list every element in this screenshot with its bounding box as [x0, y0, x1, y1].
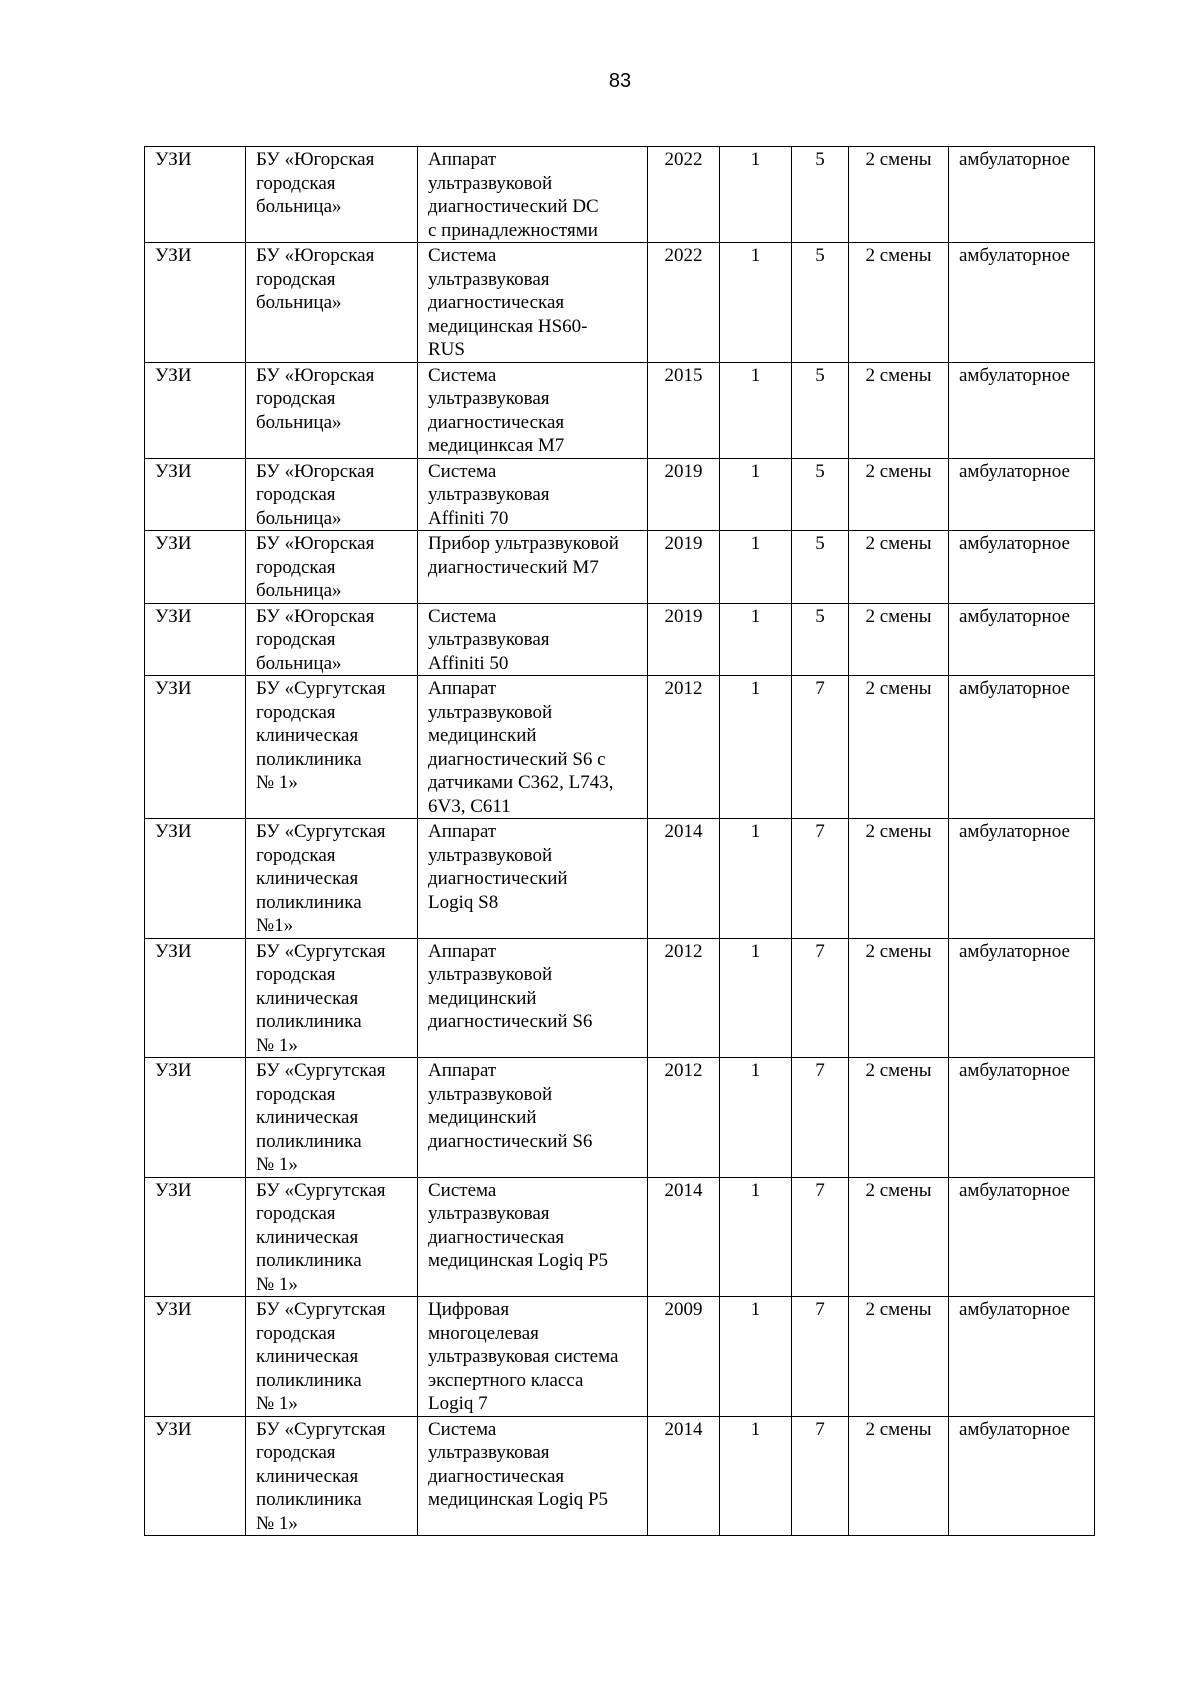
cell-year: 2019: [648, 458, 720, 531]
cell-study-type: УЗИ: [145, 362, 246, 458]
cell-days: 5: [792, 603, 849, 676]
cell-quantity: 1: [720, 147, 792, 243]
cell-device-line: диагностическая: [428, 411, 565, 433]
cell-device-line: Система: [428, 460, 497, 482]
cell-organization-line: № 1»: [256, 1034, 298, 1056]
cell-device-line: Logiq 7: [428, 1393, 488, 1414]
cell-device-line: ультразвуковой: [428, 844, 553, 866]
cell-organization-line: клиническая: [256, 987, 359, 1009]
cell-device-line: Logiq S8: [428, 891, 499, 913]
cell-organization: [246, 938, 418, 1058]
cell-organization-line: городская: [256, 1442, 336, 1463]
cell-device-line: диагностический M7: [428, 556, 599, 578]
cell-year: 2014: [648, 1416, 720, 1536]
cell-device: [418, 531, 648, 604]
page-number: 83: [608, 70, 632, 92]
cell-device: [418, 676, 648, 819]
table-row: [145, 1416, 1095, 1536]
cell-device-line: медицинская HS60-: [428, 315, 588, 337]
cell-organization-line: городская: [256, 1083, 336, 1105]
cell-shifts: 2 смены: [849, 603, 949, 676]
cell-organization: [246, 819, 418, 939]
cell-organization-line: больница»: [256, 652, 342, 674]
cell-device-line: Аппарат: [428, 678, 497, 699]
cell-study-type: УЗИ: [145, 1416, 246, 1536]
cell-care-type: амбулаторное: [949, 362, 1095, 458]
table-row: [145, 458, 1095, 531]
cell-quantity: 1: [720, 676, 792, 819]
cell-device-line: ультразвуковая: [428, 1442, 550, 1463]
cell-days: 7: [792, 938, 849, 1058]
cell-device-line: Система: [428, 605, 497, 627]
cell-organization-line: больница»: [256, 292, 342, 313]
cell-organization-line: БУ «Югорская: [256, 460, 375, 482]
cell-device-line: медицинский: [428, 1107, 537, 1128]
cell-organization-line: БУ «Сургутская: [256, 1179, 386, 1201]
cell-device: [418, 362, 648, 458]
cell-study-type: УЗИ: [145, 1177, 246, 1297]
cell-organization-line: БУ «Югорская: [256, 245, 375, 266]
cell-year: 2012: [648, 676, 720, 819]
equipment-table: [144, 146, 1095, 1536]
cell-shifts: 2 смены: [849, 1058, 949, 1178]
cell-shifts: 2 смены: [849, 676, 949, 819]
cell-device-line: диагностический: [428, 868, 568, 889]
cell-organization-line: БУ «Сургутская: [256, 1060, 386, 1081]
cell-device-line: диагностический S6: [428, 1130, 593, 1152]
cell-device-line: Affiniti 70: [428, 507, 509, 529]
cell-days: 7: [792, 1058, 849, 1178]
cell-device-line: RUS: [428, 339, 465, 360]
cell-days: 5: [792, 458, 849, 531]
cell-organization-line: БУ «Югорская: [256, 149, 375, 170]
cell-device-line: Affiniti 50: [428, 652, 509, 674]
cell-shifts: 2 смены: [849, 362, 949, 458]
cell-organization: [246, 1058, 418, 1178]
table-row: [145, 531, 1095, 604]
cell-organization-line: больница»: [256, 411, 342, 433]
cell-organization: [246, 458, 418, 531]
cell-organization-line: поликлиника: [256, 748, 362, 770]
cell-device-line: Аппарат: [428, 821, 497, 842]
cell-days: 5: [792, 531, 849, 604]
cell-organization-line: БУ «Сургутская: [256, 1299, 386, 1320]
cell-organization: [246, 676, 418, 819]
cell-device: [418, 1297, 648, 1417]
cell-organization: [246, 1416, 418, 1536]
cell-device-line: экспертного класса: [428, 1369, 584, 1391]
table-row: [145, 1177, 1095, 1297]
cell-device-line: Прибор ультразвуковой: [428, 533, 619, 554]
cell-days: 7: [792, 676, 849, 819]
cell-study-type: УЗИ: [145, 1297, 246, 1417]
cell-device-line: диагностическая: [428, 292, 565, 313]
cell-device-line: Аппарат: [428, 940, 497, 962]
cell-care-type: амбулаторное: [949, 147, 1095, 243]
cell-organization-line: поликлиника: [256, 1489, 362, 1510]
cell-quantity: 1: [720, 1177, 792, 1297]
cell-device-line: диагностический S6: [428, 1011, 593, 1032]
cell-device: [418, 603, 648, 676]
cell-device-line: ультразвуковая система: [428, 1346, 619, 1367]
cell-device-line: Аппарат: [428, 149, 497, 170]
table-row: [145, 243, 1095, 363]
cell-care-type: амбулаторное: [949, 1058, 1095, 1178]
cell-organization-line: поликлиника: [256, 1369, 362, 1391]
cell-device: [418, 243, 648, 363]
cell-device-line: Аппарат: [428, 1060, 497, 1081]
cell-organization-line: клиническая: [256, 1226, 359, 1248]
cell-quantity: 1: [720, 1058, 792, 1178]
cell-organization-line: БУ «Югорская: [256, 533, 375, 554]
cell-device-line: ультразвуковой: [428, 172, 553, 194]
cell-quantity: 1: [720, 362, 792, 458]
cell-organization-line: БУ «Югорская: [256, 605, 375, 627]
cell-quantity: 1: [720, 1416, 792, 1536]
cell-year: 2015: [648, 362, 720, 458]
cell-device-line: ультразвуковая: [428, 268, 550, 290]
cell-organization-line: городская: [256, 1322, 336, 1344]
cell-device-line: ультразвуковая: [428, 484, 550, 505]
cell-device: [418, 1416, 648, 1536]
cell-device-line: ультразвуковая: [428, 629, 550, 650]
cell-organization-line: № 1»: [256, 1154, 298, 1175]
cell-device: [418, 1177, 648, 1297]
cell-year: 2019: [648, 603, 720, 676]
cell-days: 5: [792, 147, 849, 243]
cell-device-line: медицинская Logiq P5: [428, 1250, 609, 1271]
cell-shifts: 2 смены: [849, 243, 949, 363]
cell-year: 2022: [648, 243, 720, 363]
cell-organization-line: больница»: [256, 507, 342, 529]
cell-device-line: диагностическая: [428, 1465, 565, 1487]
cell-device-line: с принадлежностями: [428, 219, 598, 241]
cell-organization-line: клиническая: [256, 725, 359, 746]
cell-quantity: 1: [720, 458, 792, 531]
cell-device-line: ультразвуковой: [428, 701, 553, 723]
cell-study-type: УЗИ: [145, 458, 246, 531]
cell-shifts: 2 смены: [849, 1177, 949, 1297]
cell-study-type: УЗИ: [145, 531, 246, 604]
cell-device-line: медицинксая M7: [428, 435, 565, 456]
cell-organization-line: больница»: [256, 580, 342, 601]
cell-device-line: ультразвуковая: [428, 1203, 550, 1224]
cell-organization-line: поликлиника: [256, 891, 362, 913]
cell-device-line: Система: [428, 1418, 497, 1440]
cell-organization-line: № 1»: [256, 1512, 298, 1534]
cell-quantity: 1: [720, 819, 792, 939]
cell-organization-line: № 1»: [256, 772, 298, 793]
cell-care-type: амбулаторное: [949, 676, 1095, 819]
cell-organization: [246, 531, 418, 604]
cell-care-type: амбулаторное: [949, 938, 1095, 1058]
cell-device: [418, 938, 648, 1058]
cell-organization-line: городская: [256, 484, 336, 505]
cell-organization-line: городская: [256, 964, 336, 985]
cell-study-type: УЗИ: [145, 819, 246, 939]
cell-organization-line: поликлиника: [256, 1250, 362, 1271]
cell-quantity: 1: [720, 603, 792, 676]
cell-days: 5: [792, 362, 849, 458]
cell-organization: [246, 147, 418, 243]
cell-study-type: УЗИ: [145, 147, 246, 243]
cell-organization-line: поликлиника: [256, 1130, 362, 1152]
cell-device-line: 6V3, C611: [428, 795, 511, 817]
cell-study-type: УЗИ: [145, 676, 246, 819]
cell-days: 7: [792, 1297, 849, 1417]
cell-organization: [246, 603, 418, 676]
cell-organization-line: поликлиника: [256, 1011, 362, 1032]
table-row: [145, 676, 1095, 819]
cell-shifts: 2 смены: [849, 147, 949, 243]
table-row: [145, 819, 1095, 939]
table-row: [145, 603, 1095, 676]
cell-device-line: Цифровая: [428, 1299, 510, 1320]
cell-organization-line: клиническая: [256, 868, 359, 889]
cell-device: [418, 458, 648, 531]
cell-shifts: 2 смены: [849, 1416, 949, 1536]
table-row: [145, 362, 1095, 458]
cell-care-type: амбулаторное: [949, 1297, 1095, 1417]
cell-days: 7: [792, 1177, 849, 1297]
cell-organization-line: городская: [256, 701, 336, 723]
cell-organization-line: городская: [256, 268, 336, 290]
cell-quantity: 1: [720, 531, 792, 604]
cell-device-line: Система: [428, 245, 497, 266]
cell-organization: [246, 362, 418, 458]
cell-organization-line: клиническая: [256, 1107, 359, 1128]
cell-device-line: Система: [428, 1179, 497, 1201]
cell-organization-line: городская: [256, 844, 336, 866]
table-row: [145, 1297, 1095, 1417]
cell-device-line: диагностический DC: [428, 196, 599, 217]
cell-organization-line: БУ «Сургутская: [256, 940, 386, 962]
table-row: [145, 1058, 1095, 1178]
cell-quantity: 1: [720, 243, 792, 363]
cell-device-line: медицинская Logiq P5: [428, 1489, 609, 1510]
cell-shifts: 2 смены: [849, 938, 949, 1058]
cell-year: 2014: [648, 1177, 720, 1297]
cell-care-type: амбулаторное: [949, 819, 1095, 939]
cell-device-line: ультразвуковая: [428, 388, 550, 409]
cell-year: 2019: [648, 531, 720, 604]
cell-device-line: медицинский: [428, 987, 537, 1009]
cell-organization-line: № 1»: [256, 1393, 298, 1414]
cell-organization: [246, 243, 418, 363]
cell-year: 2012: [648, 1058, 720, 1178]
cell-care-type: амбулаторное: [949, 458, 1095, 531]
cell-organization-line: БУ «Югорская: [256, 364, 375, 386]
cell-device: [418, 1058, 648, 1178]
cell-organization-line: № 1»: [256, 1273, 298, 1295]
cell-device-line: медицинский: [428, 725, 537, 746]
cell-organization-line: городская: [256, 388, 336, 409]
cell-care-type: амбулаторное: [949, 243, 1095, 363]
cell-year: 2014: [648, 819, 720, 939]
cell-organization-line: городская: [256, 1203, 336, 1224]
cell-study-type: УЗИ: [145, 603, 246, 676]
cell-shifts: 2 смены: [849, 819, 949, 939]
cell-organization-line: клиническая: [256, 1465, 359, 1487]
cell-device-line: ультразвуковой: [428, 964, 553, 985]
cell-organization-line: №1»: [256, 915, 294, 936]
cell-device-line: ультразвуковой: [428, 1083, 553, 1105]
cell-care-type: амбулаторное: [949, 1177, 1095, 1297]
cell-care-type: амбулаторное: [949, 603, 1095, 676]
cell-organization-line: БУ «Сургутская: [256, 821, 386, 842]
cell-device: [418, 147, 648, 243]
cell-device-line: Система: [428, 364, 497, 386]
cell-days: 7: [792, 819, 849, 939]
table-row: [145, 147, 1095, 243]
cell-organization-line: городская: [256, 629, 336, 650]
cell-device: [418, 819, 648, 939]
cell-organization: [246, 1297, 418, 1417]
cell-days: 7: [792, 1416, 849, 1536]
cell-days: 5: [792, 243, 849, 363]
cell-study-type: УЗИ: [145, 1058, 246, 1178]
cell-organization-line: городская: [256, 556, 336, 578]
cell-study-type: УЗИ: [145, 938, 246, 1058]
cell-device-line: диагностический S6 с: [428, 748, 606, 770]
cell-quantity: 1: [720, 938, 792, 1058]
table-body: [145, 147, 1095, 1536]
cell-year: 2022: [648, 147, 720, 243]
cell-organization-line: клиническая: [256, 1346, 359, 1367]
table-row: [145, 938, 1095, 1058]
cell-quantity: 1: [720, 1297, 792, 1417]
cell-organization: [246, 1177, 418, 1297]
cell-device-line: многоцелевая: [428, 1322, 539, 1344]
cell-device-line: датчиками C362, L743,: [428, 772, 614, 793]
cell-organization-line: БУ «Сургутская: [256, 678, 386, 699]
cell-organization-line: больница»: [256, 196, 342, 217]
cell-care-type: амбулаторное: [949, 1416, 1095, 1536]
cell-care-type: амбулаторное: [949, 531, 1095, 604]
cell-year: 2009: [648, 1297, 720, 1417]
cell-organization-line: городская: [256, 172, 336, 194]
cell-shifts: 2 смены: [849, 458, 949, 531]
cell-organization-line: БУ «Сургутская: [256, 1418, 386, 1440]
cell-shifts: 2 смены: [849, 531, 949, 604]
cell-study-type: УЗИ: [145, 243, 246, 363]
cell-device-line: диагностическая: [428, 1226, 565, 1248]
cell-shifts: 2 смены: [849, 1297, 949, 1417]
cell-year: 2012: [648, 938, 720, 1058]
